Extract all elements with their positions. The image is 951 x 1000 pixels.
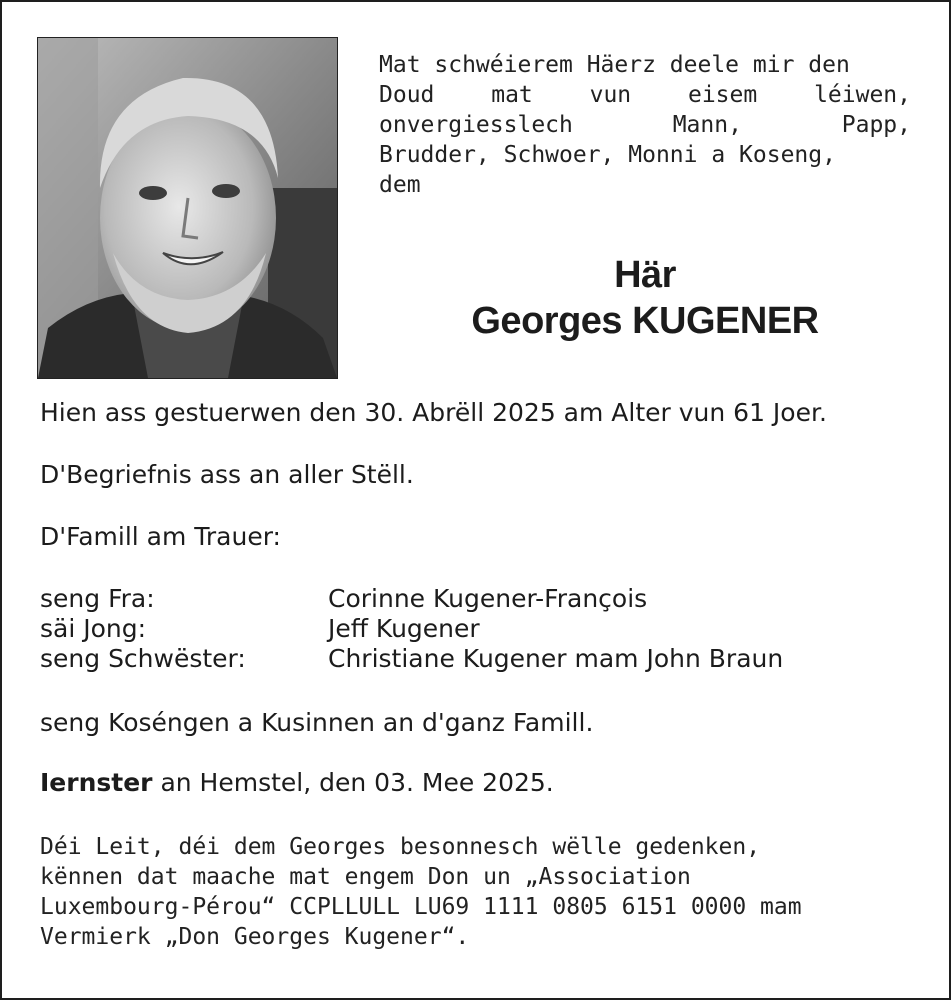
family-heading: D'Famill am Trauer: [40, 522, 281, 551]
death-line: Hien ass gestuerwen den 30. Abrëll 2025 am Alter vun 61 Joer. [40, 398, 827, 427]
family-role: seng Schwëster: [40, 644, 246, 673]
date-text: an Hemstel, den 03. Mee 2025. [152, 768, 554, 797]
donation-line: Vermierk „Don Georges Kugener“. [40, 924, 470, 950]
deceased-name: Georges KUGENER [471, 300, 819, 342]
place-name: Iernster [40, 768, 153, 797]
intro-text [379, 50, 911, 200]
intro-line: onvergiesslech Mann, Papp, [379, 112, 911, 138]
funeral-line: D'Begriefnis ass an aller Stëll. [40, 460, 414, 489]
relatives-line: seng Koséngen a Kusinnen an d'ganz Famill. [40, 708, 594, 737]
donation-text [40, 832, 920, 952]
family-role: seng Fra: [40, 584, 155, 613]
portrait-icon [38, 38, 337, 378]
intro-line: Mat schwéierem Häerz deele mir den [379, 52, 850, 78]
donation-line: Déi Leit, déi dem Georges besonnesch wëlle gedenken, [40, 834, 761, 860]
family-member-name: Corinne Kugener-François [328, 584, 648, 613]
place-date-line [40, 768, 554, 798]
portrait-photo [37, 37, 338, 379]
intro-line: dem [379, 172, 421, 198]
donation-line: Luxembourg-Pérou“ CCPLLULL LU69 1111 0805 6151 0000 mam [40, 894, 802, 920]
family-member-name: Christiane Kugener mam John Braun [328, 644, 784, 673]
family-role: säi Jong: [40, 614, 147, 643]
family-member-name: Jeff Kugener [328, 614, 480, 643]
donation-line: kënnen dat maache mat engem Don un „Association [40, 864, 691, 890]
intro-line: Brudder, Schwoer, Monni a Koseng, [379, 142, 836, 168]
deceased-title [379, 252, 911, 344]
intro-line: Doud mat vun eisem léiwen, [379, 82, 911, 108]
honorific: Här [614, 254, 676, 296]
